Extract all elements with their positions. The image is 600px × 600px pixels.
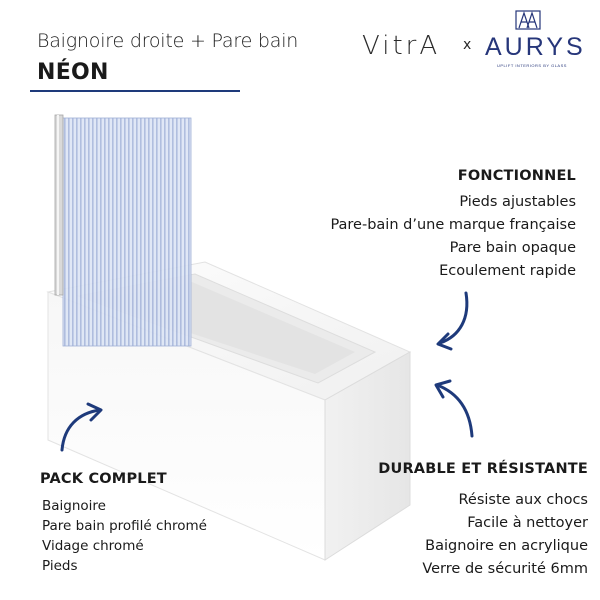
list-item: Baignoire en acrylique bbox=[425, 538, 588, 554]
list-item: Pare bain profilé chromé bbox=[42, 518, 207, 534]
list-item: Résiste aux chocs bbox=[458, 492, 588, 508]
list-item: Ecoulement rapide bbox=[439, 263, 576, 279]
aurys-tagline: UPLIFT INTERIORS BY GLASS bbox=[497, 63, 567, 68]
list-item: Pare-bain d’une marque française bbox=[330, 217, 576, 233]
list-item: Verre de sécurité 6mm bbox=[422, 561, 588, 577]
list-item: Facile à nettoyer bbox=[467, 515, 588, 531]
arrow-fonctionnel-icon bbox=[438, 293, 467, 349]
vitra-logo: VitrA bbox=[362, 31, 441, 61]
section-title-durable: DURABLE ET RÉSISTANTE bbox=[378, 461, 588, 477]
list-item: Pare bain opaque bbox=[449, 240, 576, 256]
list-item: Pieds ajustables bbox=[459, 194, 576, 210]
logo-separator: x bbox=[463, 37, 472, 53]
list-pack bbox=[42, 497, 207, 577]
arrow-durable-icon bbox=[436, 381, 472, 436]
list-item: Vidage chromé bbox=[42, 538, 144, 554]
aurys-logo: AURYS bbox=[485, 33, 586, 61]
list-durable bbox=[422, 490, 588, 582]
page-subtitle: Baignoire droite + Pare bain bbox=[37, 30, 299, 52]
arrow-pack-icon bbox=[62, 404, 101, 450]
list-item: Pieds bbox=[42, 558, 78, 574]
section-title-fonctionnel: FONCTIONNEL bbox=[457, 168, 576, 184]
list-item: Baignoire bbox=[42, 498, 106, 514]
product-model-name: NÉON bbox=[37, 60, 109, 85]
section-title-pack: PACK COMPLET bbox=[40, 471, 167, 487]
